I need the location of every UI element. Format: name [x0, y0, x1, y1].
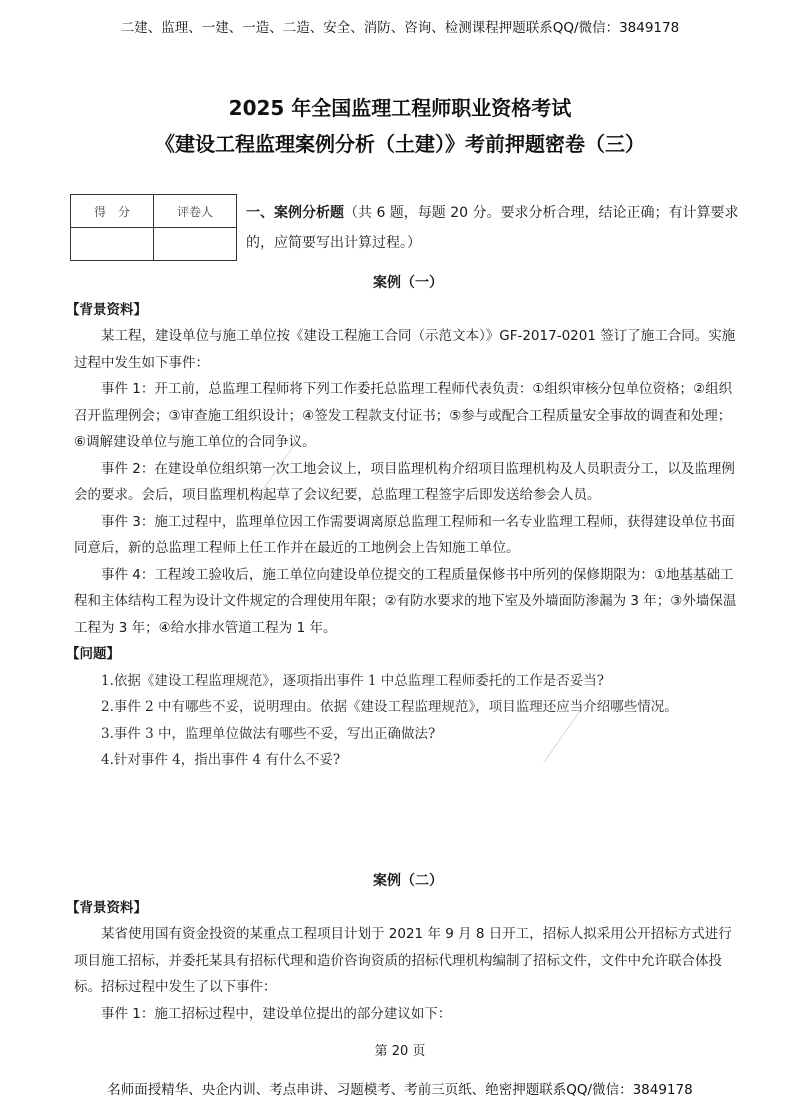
section-heading: 一、案例分析题 — [246, 205, 344, 221]
case-1-questions-label: 【问题】 — [66, 646, 120, 662]
section-instructions: （共 6 题，每题 20 分。要求分析合理，结论正确；有计算要求的，应简要写出计算过程。） — [246, 205, 739, 251]
case-1-paragraph: 事件 3：施工过程中，监理单位因工作需要调离原总监理工程师和一名专业监理工程师，获得建设单位书面同意后，新的总监理工程师上任工作并在最近的工地例会上告知施工单位。 — [74, 513, 735, 556]
case-1-background-label: 【背景资料】 — [66, 301, 147, 318]
score-cell — [71, 228, 154, 261]
case-1 — [66, 270, 742, 774]
watermark-stamp: ──────────── — [250, 440, 301, 507]
case-1-title: 案例（一） — [373, 275, 443, 291]
page-number: 第 20 页 — [374, 1044, 426, 1059]
page-footer: 名师面授精华、央企内训、考点串讲、习题模考、考前三页纸、绝密押题联系QQ/微信：3849178 — [107, 1082, 693, 1098]
question-item: 3.事件 3 中，监理单位做法有哪些不妥，写出正确做法? — [101, 725, 436, 742]
case-1-paragraph: 事件 1：开工前，总监理工程师将下列工作委托总监理工程师代表负责：①组织审核分包单位资格；②组织召开监理例会；③审查施工组织设计；④签发工程款支付证书；⑤参与或配合工程质量安全事故的调查和处理；⑥调解建设单位与施工单位的合同争议。 — [74, 381, 733, 450]
grader-cell — [154, 228, 237, 261]
question-item: 1.依据《建设工程监理规范》，逐项指出事件 1 中总监理工程师委托的工作是否妥当? — [101, 672, 605, 689]
grader-header: 评卷人 — [154, 195, 237, 228]
case-1-paragraph: 某工程，建设单位与施工单位按《建设工程施工合同（示范文本）》GF-2017-0201 签订了施工合同。实施过程中发生如下事件： — [74, 328, 736, 371]
paper-title: 《建设工程监理案例分析（土建）》考前押题密卷（三） — [155, 132, 645, 156]
page-header: 二建、监理、一建、一造、二造、安全、消防、咨询、检测课程押题联系QQ/微信：3849178 — [120, 20, 680, 36]
section-intro — [246, 198, 746, 258]
case-2-background-label: 【背景资料】 — [66, 899, 147, 916]
case-2-title: 案例（二） — [373, 873, 443, 889]
score-header: 得 分 — [71, 195, 154, 228]
case-1-paragraph: 事件 4：工程竣工验收后，施工单位向建设单位提交的工程质量保修书中所列的保修期限为：①地基基础工程和主体结构工程为设计文件规定的合理使用年限；②有防水要求的地下室及外墙面防渗漏为 3 年；③外墙保温工程为 3 年；④给水排水管道工程为 1 年。 — [74, 566, 737, 636]
question-item: 4.针对事件 4，指出事件 4 有什么不妥? — [101, 752, 341, 768]
score-table — [70, 194, 237, 261]
case-2-paragraph: 某省使用国有资金投资的某重点工程项目计划于 2021 年 9 月 8 日开工，招标人拟采用公开招标方式进行项目施工招标，并委托某具有招标代理和造价咨询资质的招标代理机构编制了招标文件，文件中允许联合体投标。招标过程中发生了以下事件： — [74, 926, 732, 995]
question-item: 2.事件 2 中有哪些不妥，说明理由。依据《建设工程监理规范》，项目监理还应当介绍哪些情况。 — [101, 699, 678, 715]
watermark-stamp: ──────────── — [540, 700, 591, 767]
case-2 — [66, 868, 742, 1027]
exam-title: 2025 年全国监理工程师职业资格考试 — [228, 96, 572, 120]
case-1-paragraph: 事件 2：在建设单位组织第一次工地会议上，项目监理机构介绍项目监理机构及人员职责分工，以及监理例会的要求。会后，项目监理机构起草了会议纪要，总监理工程签字后即发送给参会人员。 — [74, 460, 735, 503]
case-2-paragraph: 事件 1：施工招标过程中，建设单位提出的部分建议如下： — [101, 1005, 452, 1022]
